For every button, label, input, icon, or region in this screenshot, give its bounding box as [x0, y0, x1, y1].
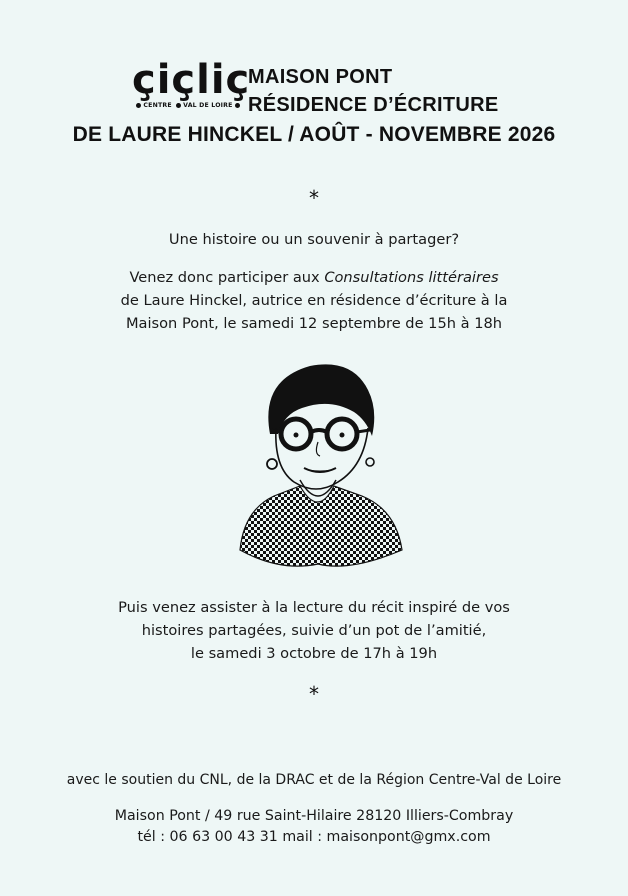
contact-line: tél : 06 63 00 43 31 mail : maisonpont@gmx.com [137, 829, 491, 845]
reading-line3: le samedi 3 octobre de 17h à 19h [190, 645, 438, 662]
intro-paragraph [0, 266, 628, 335]
intro-line1 [0, 266, 628, 289]
intro-question: Une histoire ou un souvenir à partager? [168, 231, 460, 248]
intro-line3: Maison Pont, le samedi 12 septembre de 15h à 18h [125, 315, 503, 332]
separator-star-bottom: * [309, 682, 319, 706]
header-title-line1: MAISON PONT [248, 66, 393, 88]
header-title-line2: RÉSIDENCE D’ÉCRITURE [248, 94, 499, 116]
header-title-line3: DE LAURE HINCKEL / AOÛT - NOVEMBRE 2026 [72, 123, 556, 146]
address-line: Maison Pont / 49 rue Saint-Hilaire 28120 Illiers-Combray [114, 808, 514, 824]
logo-wordmark: çiçliç [132, 57, 251, 103]
intro-line2: de Laure Hinckel, autrice en résidence d’écriture à la [120, 292, 508, 309]
intro-line1-text: Venez donc participer aux [129, 269, 325, 286]
logo-sub-right: VAL DE LOIRE [183, 102, 233, 109]
logo-dot-icon [176, 103, 181, 108]
ciclic-logo [132, 57, 251, 114]
logo-dot-icon [136, 103, 141, 108]
author-portrait-drawing [230, 350, 406, 572]
logo-subtitle [132, 102, 244, 109]
separator-star-top: * [309, 186, 319, 210]
logo-sub-left: CENTRE [143, 102, 172, 109]
reading-paragraph [0, 596, 628, 665]
support-credits: avec le soutien du CNL, de la DRAC et de la Région Centre-Val de Loire [66, 772, 562, 788]
logo-dot-icon [235, 103, 240, 108]
reading-line1: Puis venez assister à la lecture du récit inspiré de vos [118, 599, 510, 616]
reading-line2: histoires partagées, suivie d’un pot de l’amitié, [141, 622, 487, 639]
intro-line1-italic: Consultations littéraires [324, 269, 499, 286]
